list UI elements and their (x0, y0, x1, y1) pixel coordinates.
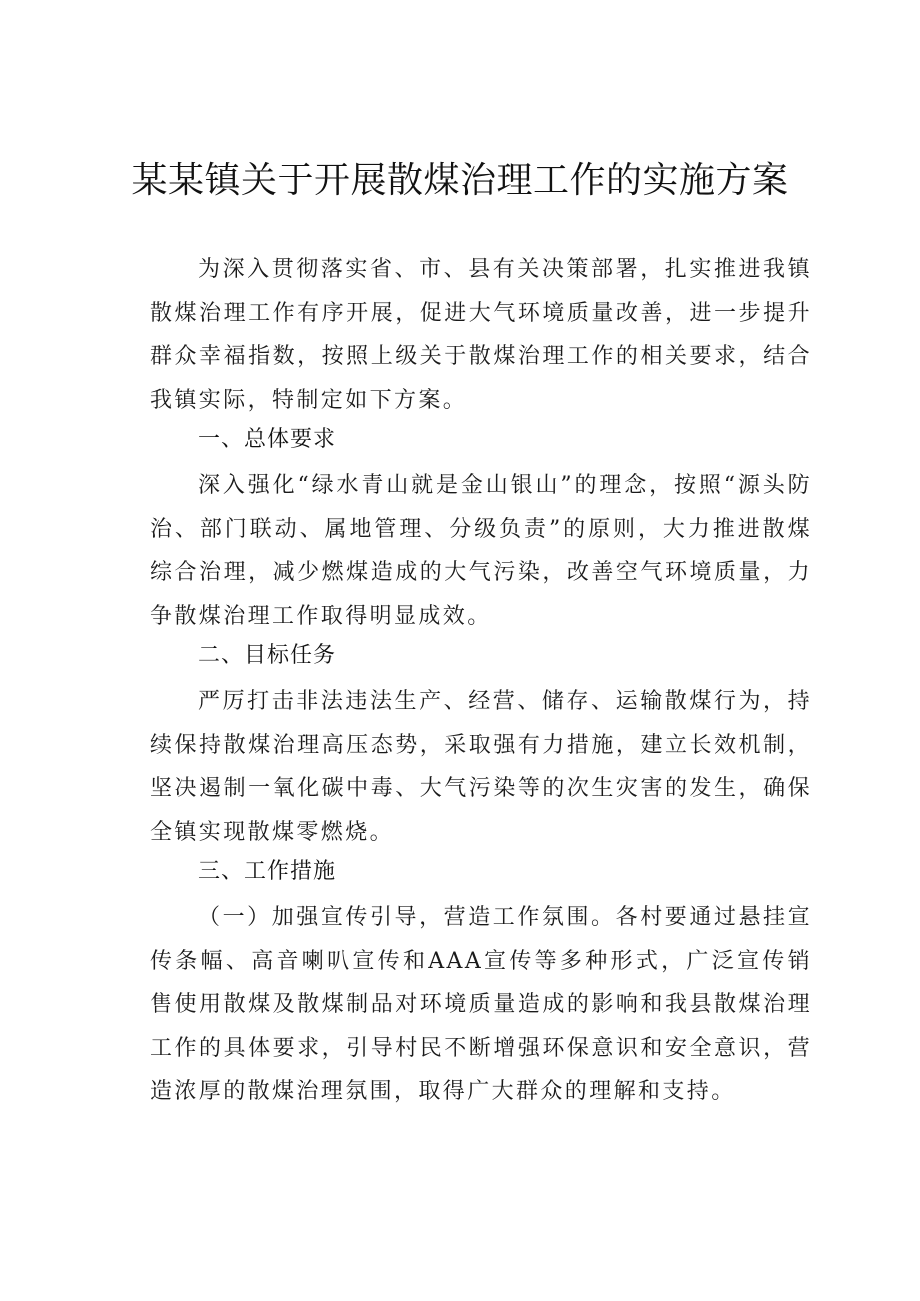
section-body-work-measures: （一）加强宣传引导，营造工作氛围。各村要通过悬挂宣传条幅、高音喇叭宣传和AAA宣传等多种形式，广泛宣传销售使用散煤及散煤制品对环境质量造成的影响和我县散煤治理工作的具体要求，引导村民不断增强环保意识和安全意识，营造浓厚的散煤治理氛围，取得广大群众的理解和支持。 (150, 905, 812, 1104)
section-body-general-requirements: 深入强化“绿水青山就是金山银山”的理念，按照“源头防治、部门联动、属地管理、分级负责”的原则，大力推进散煤综合治理，减少燃煤造成的大气污染，改善空气环境质量，力争散煤治理工作取得明显成效。 (150, 473, 812, 629)
section-body-target-tasks: 严厉打击非法违法生产、经营、储存、运输散煤行为，持续保持散煤治理高压态势，采取强有力措施，建立长效机制，坚决遏制一氧化碳中毒、大气污染等的次生灾害的发生，确保全镇实现散煤零燃烧。 (150, 689, 812, 845)
document-title: 某某镇关于开展散煤治理工作的实施方案 (131, 160, 789, 201)
section-heading-target-tasks: 二、目标任务 (198, 643, 337, 668)
section-heading-work-measures: 三、工作措施 (198, 859, 337, 884)
intro-paragraph: 为深入贯彻落实省、市、县有关决策部署，扎实推进我镇散煤治理工作有序开展，促进大气环境质量改善，进一步提升群众幸福指数，按照上级关于散煤治理工作的相关要求，结合我镇实际，特制定如下方案。 (150, 257, 812, 413)
section-heading-general-requirements: 一、总体要求 (198, 427, 337, 452)
